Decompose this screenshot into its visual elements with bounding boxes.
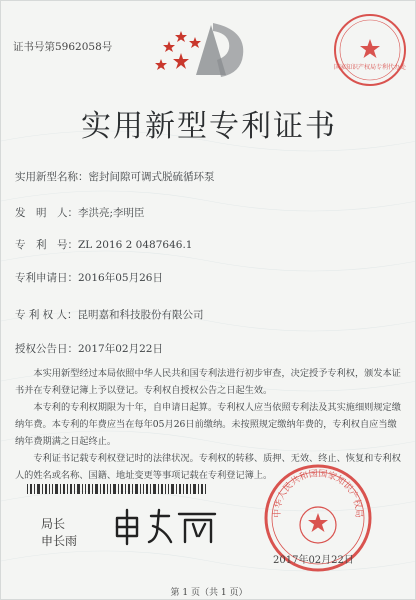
director-signature <box>111 506 221 546</box>
inventor-label: 发 明 人： <box>15 207 78 219</box>
certificate-number: 证书号第5962058号 <box>13 41 113 53</box>
grant-date-label: 授权公告日： <box>15 343 78 355</box>
page-footer: 第 1 页（共 1 页） <box>170 588 248 598</box>
patent-number-label: 专 利 号： <box>15 239 78 251</box>
filing-date-label: 专利申请日： <box>15 272 78 284</box>
patentee-row <box>15 307 204 322</box>
agency-seal <box>331 11 409 89</box>
page-title: 实用新型专利证书 <box>81 109 337 144</box>
patentee-label: 专 利 权 人： <box>15 309 78 321</box>
utility-model-name-value: 密封间隙可调式脱硫循环泵 <box>88 171 215 183</box>
barcode <box>27 484 207 494</box>
utility-model-name-label: 实用新型名称： <box>15 171 89 183</box>
patentee-value: 昆明嘉和科技股份有限公司 <box>77 309 204 321</box>
filing-date-value: 2016年05月26日 <box>78 272 163 284</box>
grant-date-row <box>15 341 163 356</box>
inventor-value: 李洪亮;李明臣 <box>78 207 145 219</box>
grant-date-value: 2017年02月22日 <box>78 343 163 355</box>
patent-number-value: ZL 2016 2 0487646.1 <box>78 239 193 251</box>
office-seal-text: 中华人民共和国国家知识产权局 <box>272 469 364 519</box>
utility-model-name-row <box>15 169 215 184</box>
inventor-row <box>15 205 145 220</box>
seal-date: 2017年02月22日 <box>273 555 354 566</box>
patent-number-row <box>15 237 192 252</box>
director-name: 申长雨 <box>41 534 78 548</box>
director-title: 局长 <box>41 517 66 531</box>
filing-date-row <box>15 270 163 285</box>
agency-seal-text: 国家知识产权局专利代办处 <box>333 64 407 71</box>
body-paragraph-2: 本专利的专利权期限为十年，自申请日起算。专利权人应当依照专利法及其实施细则规定缴纳年费。本专利的年费应当在每年05月26日前缴纳。未按照规定缴纳年费的，专利权自应当缴纳年费期满之日起终止。 <box>15 402 401 447</box>
body-paragraph-1: 本实用新型经过本局依照中华人民共和国专利法进行初步审查，决定授予专利权，颁发本证书并在专利登记簿上予以登记。专利权自授权公告之日起生效。 <box>15 368 401 396</box>
patent-office-emblem-icon <box>151 15 271 85</box>
body-paragraph-3: 专利证书记载专利权登记时的法律状况。专利权的转移、质押、无效、终止、恢复和专利权人的姓名或名称、国籍、地址变更等事项记载在专利登记簿上。 <box>15 453 401 481</box>
